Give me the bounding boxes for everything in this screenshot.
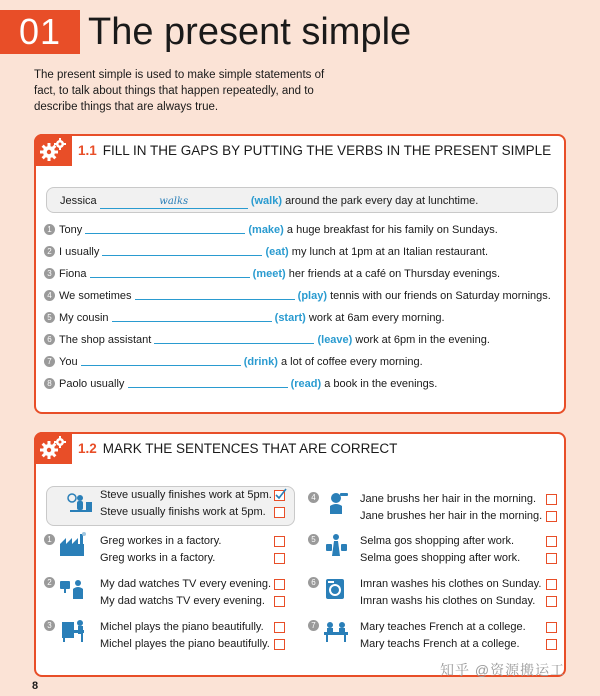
sentence-b: Imran washs his clothes on Sunday. — [360, 595, 536, 607]
checkbox-b[interactable] — [546, 553, 557, 564]
page-title: The present simple — [88, 11, 412, 53]
checkmark-icon — [274, 488, 287, 501]
sentence-a: Imran washes his clothes on Sunday. — [360, 578, 542, 590]
list-item: 2 I usually (eat) my lunch at 1pm at an Italian restaurant. — [44, 245, 488, 259]
sentence-b: Selma goes shopping after work. — [360, 552, 521, 564]
checkbox-b[interactable] — [546, 511, 557, 522]
checkbox-b[interactable] — [274, 596, 285, 607]
hair-brush-icon — [322, 490, 352, 516]
item-number: 3 — [44, 620, 55, 631]
exercise-title: FILL IN THE GAPS BY PUTTING THE VERBS IN THE PRESENT SIMPLE — [102, 143, 552, 158]
gears-icon — [34, 134, 72, 166]
example-checkbox-b[interactable] — [274, 507, 285, 518]
item-number: 7 — [44, 356, 55, 367]
exercise-heading — [78, 142, 551, 160]
page-header — [0, 0, 600, 62]
tv-watcher-icon — [58, 575, 88, 601]
sentence-a: Mary teaches French at a college. — [360, 621, 526, 633]
item-number: 1 — [44, 224, 55, 235]
answer-blank[interactable] — [128, 377, 288, 388]
list-item: 5 My cousin (start) work at 6am every morning. — [44, 311, 445, 325]
answer-blank[interactable] — [85, 223, 245, 234]
checkbox-b[interactable] — [546, 596, 557, 607]
sentence-b: Jane brushes her hair in the morning. — [360, 510, 543, 522]
office-worker-icon — [66, 492, 96, 518]
sentence-b: Greg works in a factory. — [100, 552, 216, 564]
exercise-heading — [78, 440, 397, 458]
washing-machine-icon — [322, 575, 352, 601]
example-sentence-a: Steve usually finishes work at 5pm. — [100, 489, 272, 501]
example-verb: (walk) — [250, 195, 282, 207]
answer-blank[interactable] — [81, 355, 241, 366]
answer-blank[interactable] — [154, 333, 314, 344]
answer-blank[interactable] — [90, 267, 250, 278]
list-item: 1 Tony (make) a huge breakfast for his family on Sundays. — [44, 223, 498, 237]
checkbox-b[interactable] — [546, 639, 557, 650]
list-item: 7 You (drink) a lot of coffee every morning. — [44, 355, 423, 369]
example-row — [60, 194, 478, 209]
item-number: 2 — [44, 246, 55, 257]
example-checkbox-a[interactable] — [274, 490, 285, 501]
sentence-b: My dad watchs TV every evening. — [100, 595, 265, 607]
item-number: 5 — [44, 312, 55, 323]
example-sentence-b: Steve usually finishs work at 5pm. — [100, 506, 266, 518]
list-item: 4 We sometimes (play) tennis with our friends on Saturday mornings. — [44, 289, 551, 303]
checkbox-a[interactable] — [546, 622, 557, 633]
item-number: 6 — [44, 334, 55, 345]
sentence-a: My dad watches TV every evening. — [100, 578, 271, 590]
sentence-a: Jane brushs her hair in the morning. — [360, 493, 537, 505]
sentence-b: Michel playes the piano beautifully. — [100, 638, 270, 650]
example-rest: around the park every day at lunchtime. — [285, 195, 479, 207]
sentence-a: Michel plays the piano beautifully. — [100, 621, 264, 633]
list-item: 8 Paolo usually (read) a book in the evenings. — [44, 377, 437, 391]
item-number: 4 — [44, 290, 55, 301]
checkbox-a[interactable] — [274, 536, 285, 547]
exercise-number: 1.2 — [78, 441, 97, 456]
checkbox-a[interactable] — [274, 622, 285, 633]
checkbox-b[interactable] — [274, 639, 285, 650]
sentence-b: Mary teachs French at a college. — [360, 638, 520, 650]
watermark: 知乎 @资源搬运工 — [440, 662, 566, 678]
checkbox-a[interactable] — [546, 579, 557, 590]
item-number: 5 — [308, 534, 319, 545]
example-subject: Jessica — [60, 195, 97, 207]
item-number: 8 — [44, 378, 55, 389]
checkbox-a[interactable] — [546, 494, 557, 505]
list-item: 3 Fiona (meet) her friends at a café on Thursday evenings. — [44, 267, 500, 281]
item-number: 4 — [308, 492, 319, 503]
answer-blank[interactable] — [112, 311, 272, 322]
example-answer: walks — [100, 196, 248, 209]
answer-blank[interactable] — [135, 289, 295, 300]
sentence-a: Greg workes in a factory. — [100, 535, 222, 547]
exercise-number: 1.1 — [78, 143, 97, 158]
answer-blank[interactable] — [102, 245, 262, 256]
exercise-1-1-card — [34, 134, 566, 414]
page-number: 8 — [32, 680, 39, 692]
sentence-a: Selma gos shopping after work. — [360, 535, 515, 547]
shopping-icon — [322, 532, 352, 558]
list-item: 6 The shop assistant (leave) work at 6pm in the evening. — [44, 333, 490, 347]
gears-icon — [34, 432, 72, 464]
checkbox-a[interactable] — [274, 579, 285, 590]
checkbox-a[interactable] — [546, 536, 557, 547]
item-number: 1 — [44, 534, 55, 545]
piano-player-icon — [58, 618, 88, 644]
intro-text: The present simple is used to make simple statements of fact, to talk about things that happen repeatedly, and to describe things that are always true. — [34, 69, 325, 113]
checkbox-b[interactable] — [274, 553, 285, 564]
item-number: 3 — [44, 268, 55, 279]
unit-number-badge: 01 — [0, 10, 80, 54]
exercise-title: MARK THE SENTENCES THAT ARE CORRECT — [102, 441, 398, 456]
factory-icon — [58, 532, 88, 558]
exercise-1-2-card — [34, 432, 566, 677]
item-number: 7 — [308, 620, 319, 631]
item-number: 2 — [44, 577, 55, 588]
teacher-icon — [322, 618, 352, 644]
item-number: 6 — [308, 577, 319, 588]
